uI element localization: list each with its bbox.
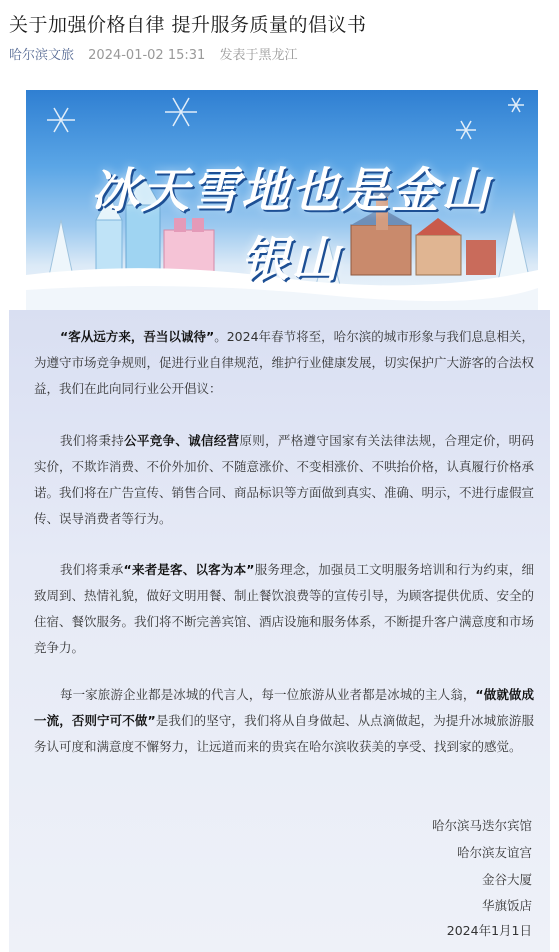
fair-competition-text: 原则，严格遵守国家有关法律法规，合理定价，明码实价，不欺诈消费、不价外加价、不随意涨价、不变相涨价、不哄抬价格，认真履行价格承诺。我们将在广告宣传、销售合同、商品标识等方面做到真实、准确、明示，不进行虚假宣传、误导消费者等行为。 (34, 433, 535, 526)
paragraph-commitment (34, 682, 534, 760)
snowflake-icon (47, 98, 524, 139)
commitment-text: 是我们的坚守，我们将从自身做起、从点滴做起，为提升冰城旅游服务认可度和满意度不懈努力，让远道而来的贵宾在哈尔滨收获美的享受、找到家的感觉。 (34, 713, 534, 754)
commitment-bold: “做就做成一流，否则宁可不做” (34, 687, 534, 728)
signatory: 华旗饭店 (481, 898, 532, 913)
banner-slogan: 冰天雪地也是金山银山 (90, 163, 491, 288)
fair-competition-bold: 公平竞争、诚信经营 (124, 433, 240, 448)
letter-date: 2024年1月1日 (446, 923, 532, 938)
article-title: 关于加强价格自律 提升服务质量的倡议书 (9, 14, 367, 36)
proposal-letter (9, 310, 550, 952)
service-bold: “来者是客、以客为本” (123, 562, 255, 577)
paragraph-fair-competition (34, 428, 534, 532)
publish-time: 2024-01-02 15:31 (88, 48, 206, 63)
intro-text: 。2024年春节将至，哈尔滨的城市形象与我们息息相关，为遵守市场竞争规则，促进行业自律规范，维护行业健康发展，切实保护广大游客的合法权益，我们在此向同行业公开倡议： (34, 329, 535, 396)
signatory: 哈尔滨马迭尔宾馆 (431, 818, 532, 833)
service-text: 服务理念，加强员工文明服务培训和行为约束，细致周到、热情礼貌，做好文明用餐、制止餐饮浪费等的宣传引导，为顾客提供优质、安全的住宿、餐饮服务。我们将不断完善宾馆、酒店设施和服务体系，不断提升客户满意度和市场竞争力。 (34, 562, 535, 655)
author-link[interactable]: 哈尔滨文旅 (9, 48, 75, 63)
paragraph-intro (34, 324, 534, 402)
paragraph-service (34, 557, 534, 661)
commitment-pre: 每一家旅游企业都是冰城的代言人，每一位旅游从业者都是冰城的主人翁， (60, 687, 476, 702)
article-meta (9, 47, 297, 65)
signatory: 金谷大厦 (481, 872, 532, 887)
publish-location: 发表于黑龙江 (219, 48, 298, 63)
service-pre: 我们将秉承 (60, 562, 124, 577)
signatory: 哈尔滨友谊宫 (456, 845, 532, 860)
fair-competition-pre: 我们将秉持 (60, 433, 125, 448)
intro-quote: “客从远方来，吾当以诚待” (60, 329, 215, 344)
banner-image (26, 90, 538, 310)
